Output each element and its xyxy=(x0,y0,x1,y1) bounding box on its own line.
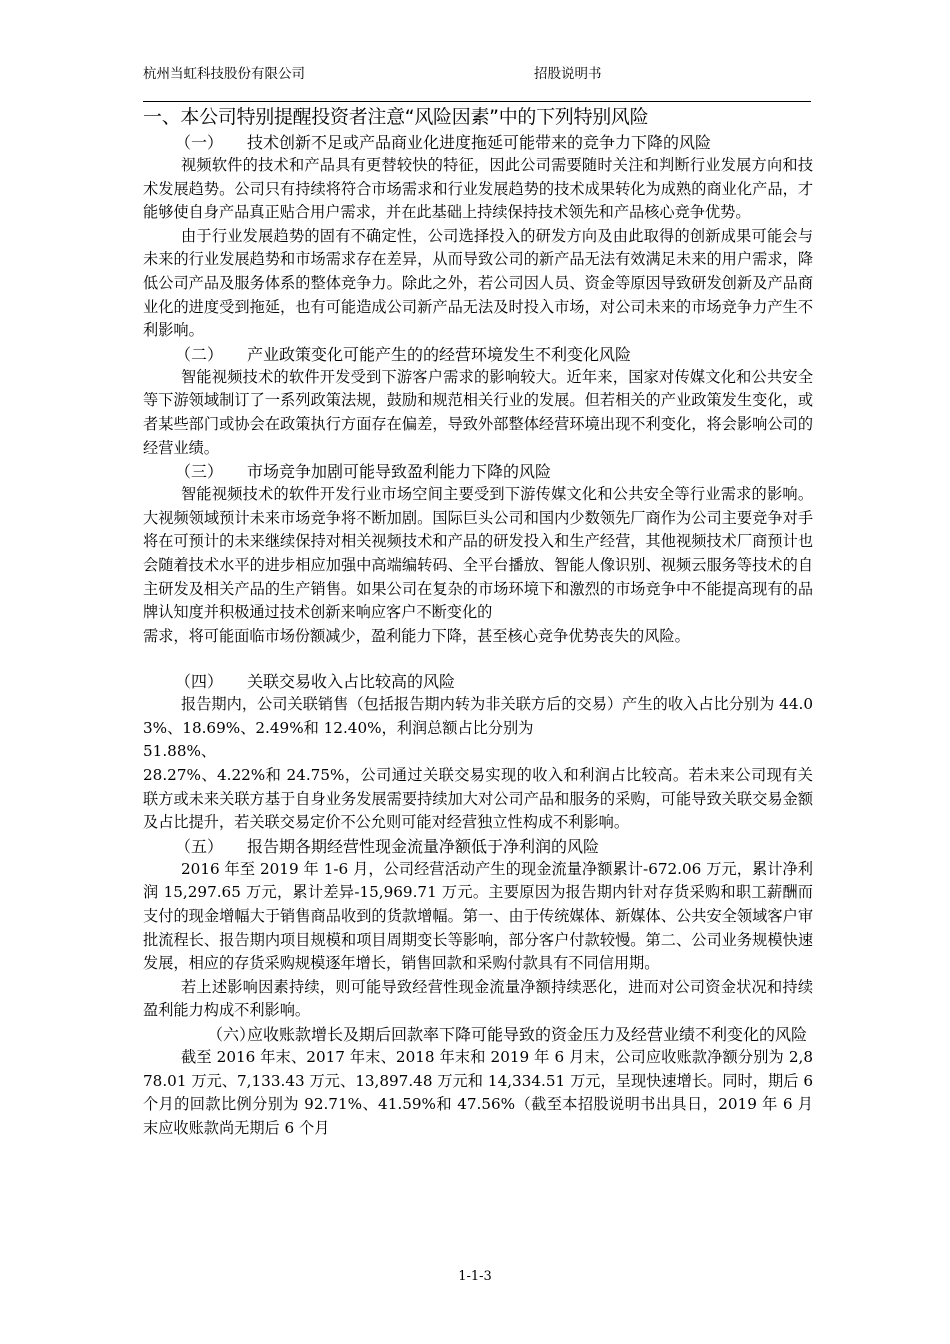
paragraph: 智能视频技术的软件开发受到下游客户需求的影响较大。近年来，国家对传媒文化和公共安全等下游领域制订了一系列政策法规，鼓励和规范相关行业的发展。但若相关的产业政策发生变化，或者某些部门或协会在政策执行方面存在偏差，导致外部整体经营环境出现不利变化，将会影响公司的经营业绩。 xyxy=(143,367,813,457)
section-title: 应收账款增长及期后回款率下降可能导致的资金压力及经营业绩不利变化的风险 xyxy=(247,1025,808,1044)
paragraph: 51.88%、 xyxy=(143,742,217,761)
paragraph: 视频软件的技术和产品具有更替较快的特征，因此公司需要随时关注和判断行业发展方向和技术发展趋势。公司只有持续将符合市场需求和行业发展趋势的技术成果转化为成熟的商业化产品，才能够使自身产品真正贴合用户需求，并在此基础上持续保持技术领先和产品核心竞争优势。 xyxy=(143,156,813,222)
section-number: （五） xyxy=(175,836,224,856)
section-title: 产业政策变化可能产生的的经营环境发生不利变化风险 xyxy=(247,344,632,364)
header-divider xyxy=(143,101,811,102)
paragraph: 截至 2016 年末、2017 年末、2018 年末和 2019 年 6 月末，公司应收账款净额分别为 2,878.01 万元、7,133.43 万元、13,897.48 万元和 14,334.51 万元，呈现快速增长。同时，期后 6 个月的回款比例分别为 92.71%、41.59%和 47.56%（截至本招股说明书出具日，2019 年 6 月末应收账款尚无期后 6 个月 xyxy=(143,1048,813,1137)
section-number: （六） xyxy=(207,1025,256,1044)
section-heading-4 xyxy=(143,670,813,693)
paragraph: 28.27%、4.22%和 24.75%，公司通过关联交易实现的收入和利润占比较高。若未来公司现有关联方或未来关联方基于自身业务发展需要持续加大对公司产品和服务的采购，可能导致关联交易金额及占比提升，若关联交易定价不公允则可能对经营独立性构成不利影响。 xyxy=(143,766,813,832)
section-title: 市场竞争加剧可能导致盈利能力下降的风险 xyxy=(247,462,552,482)
paragraph: 2016 年至 2019 年 1-6 月，公司经营活动产生的现金流量净额累计-672.06 万元，累计净利润 15,297.65 万元，累计差异-15,969.71 万元。主要原因为报告期内针对存货采购和职工薪酬而支付的现金增幅大于销售商品收到的货款增幅。第一、由于传统媒体、新媒体、公共安全领域客户审批流程长、报告期内项目规模和项目周期变长等影响，部分客户付款较慢。第二、公司业务规模快速发展，相应的存货采购规模逐年增长，销售回款和采购付款具有不同信用期。 xyxy=(143,859,813,973)
section-title: 关联交易收入占比较高的风险 xyxy=(247,672,456,692)
section-number: （三） xyxy=(175,462,224,482)
section-heading-2 xyxy=(143,343,813,366)
paragraph: 需求，将可能面临市场份额减少，盈利能力下降，甚至核心竞争优势丧失的风险。 xyxy=(143,626,690,645)
paragraph: 若上述影响因素持续，则可能导致经营性现金流量净额持续恶化，进而对公司资金状况和持续盈利能力构成不利影响。 xyxy=(143,977,813,1020)
paragraph: 智能视频技术的软件开发行业市场空间主要受到下游传媒文化和公共安全等行业需求的影响。大视频领域预计未来市场竞争将不断加剧。国际巨头公司和国内少数领先厂商作为公司主要竞争对手将在可预计的未来继续保持对相关视频技术和产品的研发投入和生产经营，其他视频技术厂商预计也会随着技术水平的进步相应加强中高端编转码、全平台播放、智能人像识别、视频云服务等技术的自主研发及相关产品的生产销售。如果公司在复杂的市场环境下和激烈的市场竞争中不能提高现有的品牌认知度并积极通过技术创新来响应客户不断变化的 xyxy=(143,485,813,622)
section-number: （四） xyxy=(175,672,224,692)
section-number: （一） xyxy=(175,133,224,152)
section-heading-3 xyxy=(143,460,813,483)
header-company-name: 杭州当虹科技股份有限公司 xyxy=(143,66,305,82)
section-title: 技术创新不足或产品商业化进度拖延可能带来的竞争力下降的风险 xyxy=(247,133,712,152)
section-title: 报告期各期经营性现金流量净额低于净利润的风险 xyxy=(247,836,600,856)
page-header xyxy=(143,62,811,84)
section-heading-1 xyxy=(143,131,813,154)
paragraph: 报告期内，公司关联销售（包括报告期内转为非关联方后的交易）产生的收入占比分别为 44.03%、18.69%、2.49%和 12.40%，利润总额占比分别为 xyxy=(143,695,813,737)
section-heading-5 xyxy=(143,835,813,858)
section-number: （二） xyxy=(175,344,224,364)
main-title: 一、本公司特别提醒投资者注意“风险因素”中的下列特别风险 xyxy=(143,106,649,128)
document-body xyxy=(143,104,813,1140)
header-document-title: 招股说明书 xyxy=(534,66,602,82)
page-number: 1-1-3 xyxy=(458,1269,492,1284)
spacer xyxy=(143,648,813,670)
paragraph: 由于行业发展趋势的固有不确定性，公司选择投入的研发方向及由此取得的创新成果可能会与未来的行业发展趋势和市场需求存在差异，从而导致公司的新产品无法有效满足未来的用户需求，降低公司产品及服务体系的整体竞争力。除此之外，若公司因人员、资金等原因导致研发创新及产品商业化的进度受到拖延，也有可能造成公司新产品无法及时投入市场，对公司未来的市场竞争力产生不利影响。 xyxy=(143,226,813,340)
section-heading-6 xyxy=(143,1023,813,1046)
